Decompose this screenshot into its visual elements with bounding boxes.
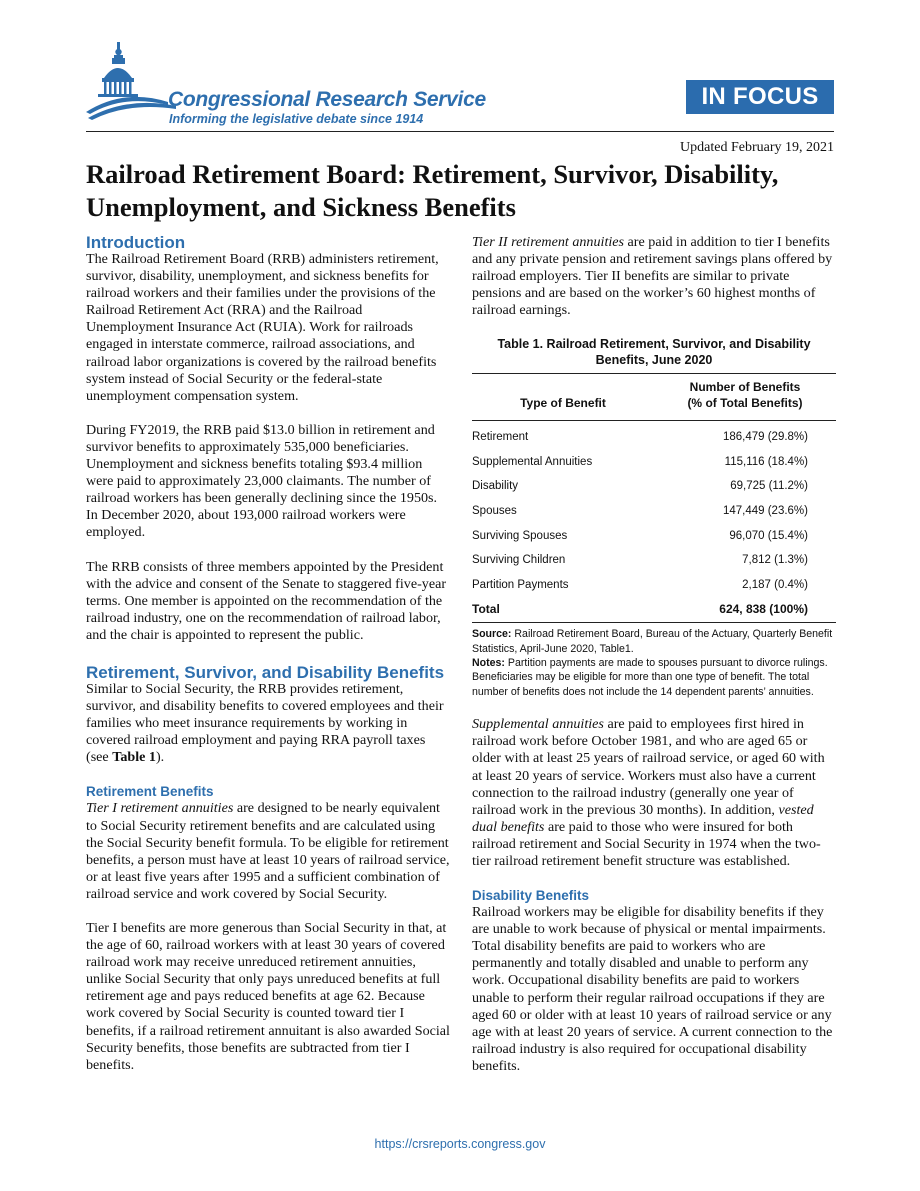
table-notes xyxy=(472,627,836,699)
footer-link[interactable]: https://crsreports.congress.gov xyxy=(374,1137,546,1151)
benefits-table xyxy=(472,373,836,623)
table-cell-type: Surviving Spouses xyxy=(472,529,568,542)
rsd-paragraph: Similar to Social Security, the RRB provides retirement, survivor, and disability benefits to covered employees and their families who meet insurance requirements by working in covered railroad employment and paying RRA payroll taxes (see Table 1). xyxy=(86,680,444,766)
table-row xyxy=(472,524,836,549)
table-total-value: 624, 838 (100%) xyxy=(654,598,836,623)
table-cell-value: 69,725 (11.2%) xyxy=(730,480,808,493)
retirement-paragraph-2: Tier I benefits are more generous than Social Security in that, at the age of 60, railroad workers with at least 30 years of covered railroad work may receive unreduced retirement annuities, unlike Social Security that only pays unreduced benefits at full retirement age and pays reduced benefits at age 62. Because work covered by Social Security is counted toward tier I benefits, if a railroad retirement annuitant is also awarded Social Security benefits, those benefits are subtracted from tier I benefits. xyxy=(86,920,450,1073)
table-cell-value: 96,070 (15.4%) xyxy=(729,529,808,542)
table-header-number: Number of Benefits (% of Total Benefits) xyxy=(654,374,836,421)
page-title: Railroad Retirement Board: Retirement, Survivor, Disability, Unemployment, and Sickness Benefits xyxy=(86,159,779,222)
rsd-heading: Retirement, Survivor, and Disability Benefits xyxy=(86,662,445,682)
table-notes-text: Notes: Partition payments are made to spouses pursuant to divorce rulings. Beneficiaries may be eligible for more than one type of benefit. The total number of benefits does not include the 14 dependent parents’ annuities. xyxy=(472,657,828,698)
header-divider xyxy=(86,131,834,132)
left-column xyxy=(86,234,450,1074)
disability-heading: Disability Benefits xyxy=(472,888,590,904)
org-tagline: Informing the legislative debate since 1914 xyxy=(169,112,424,126)
table-cell-value: 7,812 (1.3%) xyxy=(742,554,808,567)
table-cell-type: Spouses xyxy=(472,505,517,517)
table-total-label: Total xyxy=(472,598,654,623)
table-cell-type: Disability xyxy=(472,480,519,493)
table-source: Source: Railroad Retirement Board, Bureau of the Actuary, Quarterly Benefit Statistics, April-June 2020, Table1. xyxy=(472,628,833,655)
table-cell-value: 2,187 (0.4%) xyxy=(742,578,808,591)
right-column xyxy=(472,234,836,1075)
table-cell-value: 147,449 (23.6%) xyxy=(722,505,808,517)
retirement-paragraph-1: Tier I retirement annuities are designed to be nearly equivalent to Social Security retirement benefits and are calculated using the Social Security benefit formula. To be eligible for retirement benefits, a person must have at least 10 years of railroad service, or at least five years after 1995 and a sufficient combination of railroad service and work covered by Social Security. xyxy=(86,800,450,902)
tier2-paragraph: Tier II retirement annuities are paid in addition to tier I benefits and any private pension and retirement savings plans offered by railroad employers. Tier II benefits are similar to private pensions and are based on the worker’s 60 highest months of railroad earnings. xyxy=(472,234,833,319)
table-row xyxy=(472,475,836,500)
table-row xyxy=(472,450,836,475)
intro-heading: Introduction xyxy=(86,233,186,252)
table-1-reference[interactable]: Table 1 xyxy=(112,749,156,766)
intro-paragraph-1: The Railroad Retirement Board (RRB) administers retirement, survivor, disability, unemployment, and sickness benefits for railroad workers and their families under the provisions of the Railroad Retirement Act (RRA) and the Railroad Unemployment Insurance Act (RUIA). Work for railroads engaged in interstate commerce, railroad associations, and railroad labor organizations is covered by the railroad benefits system instead of Social Security or the federal-state unemployment compensation system. xyxy=(86,251,439,404)
table-header-type: Type of Benefit xyxy=(472,374,654,421)
intro-paragraph-3: The RRB consists of three members appointed by the President with the advice and consent of the Senate to staggered five-year terms. One member is appointed on the recommendation of the railroad industry, one on the recommendation of railroad labor, and the chair is appointed to represent the public. xyxy=(86,558,447,643)
disability-paragraph: Railroad workers may be eligible for disability benefits if they are unable to work because of physical or mental impairments. Total disability benefits are paid to workers who are permanently and totally disabled and unable to perform any work. Occupational disability benefits are paid to workers unable to perform their regular railroad occupations if they are aged 60 or older with at least 10 years of railroad service or any age with at least 20 years of service. A current connection to the railroad industry is also required for occupational disability benefits. xyxy=(472,904,833,1074)
table-cell-value: 186,479 (29.8%) xyxy=(722,431,808,444)
table-row xyxy=(472,573,836,598)
table-cell-type: Partition Payments xyxy=(472,578,569,591)
table-row xyxy=(472,421,836,450)
table-row xyxy=(472,499,836,524)
table-row xyxy=(472,548,836,573)
org-name: Congressional Research Service xyxy=(168,88,486,111)
table-cell-type: Surviving Children xyxy=(472,554,566,567)
table-cell-type: Retirement xyxy=(472,431,529,444)
crs-capitol-logo xyxy=(84,40,180,122)
table-1-title: Table 1. Railroad Retirement, Survivor, and Disability Benefits, June 2020 xyxy=(497,337,811,368)
retirement-benefits-heading: Retirement Benefits xyxy=(86,784,214,800)
updated-date: Updated February 19, 2021 xyxy=(680,140,834,155)
supplemental-paragraph: Supplemental annuities are paid to employees first hired in railroad work before October 1981, and who are aged 65 or older with at least 25 years of railroad service, or aged 60 with at least 20 years of service. Workers must also have a current connection to the railroad industry (generally one year of railroad work in the previous 30 months). In addition, vested dual benefits are paid to those who were insured for both railroad retirement and Social Security in 1974 when the two-tier railroad retirement benefit structure was established. xyxy=(472,716,825,869)
intro-paragraph-2: During FY2019, the RRB paid $13.0 billion in retirement and survivor benefits to approximately 535,000 beneficiaries. Unemployment and sickness benefits totaling $93.4 million were paid to approximately 23,000 claimants. The number of railroad workers has been generally declining since the 1950s. In December 2020, about 193,000 railroad workers were employed. xyxy=(86,421,438,541)
in-focus-badge: IN FOCUS xyxy=(686,80,834,114)
table-cell-value: 115,116 (18.4%) xyxy=(724,455,808,468)
table-cell-type: Supplemental Annuities xyxy=(472,455,593,468)
